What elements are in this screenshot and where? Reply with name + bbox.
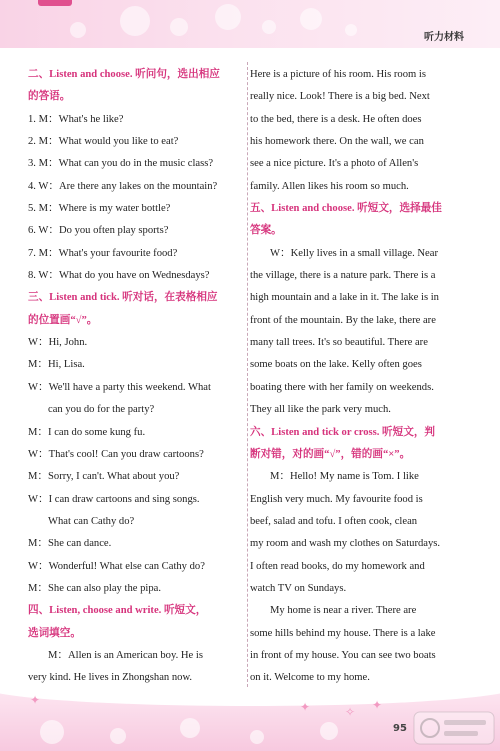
- text-line: W：We'll have a party this weekend. What: [28, 381, 211, 393]
- text-line: 3. M：What can you do in the music class?: [28, 158, 214, 170]
- text-line: his homework there. On the wall, we can: [250, 136, 424, 148]
- text-line: 5. M：Where is my water bottle?: [28, 203, 171, 215]
- decor-dot: [320, 722, 338, 740]
- section-heading: 五、Listen and choose. 听短文，选择最佳: [250, 203, 442, 215]
- page-number: 95: [393, 723, 407, 734]
- section-heading: 六、Listen and tick or cross. 听短文，判: [250, 426, 436, 438]
- column-divider: [247, 62, 248, 687]
- text-line: W：Kelly lives in a small village. Near: [270, 247, 438, 259]
- star-icon: ✦: [372, 698, 383, 712]
- text-line: my room and wash my clothes on Saturdays.: [250, 538, 441, 550]
- text-line: W：That's cool! Can you draw cartoons?: [28, 448, 204, 460]
- decor-dot: [345, 24, 357, 36]
- section-heading: 断对错，对的画“√”，错的画“×”。: [250, 448, 411, 460]
- decor-dot: [40, 720, 64, 744]
- text-line: My home is near a river. There are: [270, 605, 417, 617]
- text-line: front of the mountain. By the lake, there are: [250, 314, 436, 326]
- text-line: M：I can do some kung fu.: [28, 426, 146, 438]
- right-column: [250, 64, 453, 690]
- text-line: boating there with her family on weekends.: [250, 381, 434, 393]
- text-line: watch TV on Sundays.: [250, 582, 347, 594]
- section-heading: 四、Listen, choose and write. 听短文，: [28, 605, 207, 617]
- text-line: see a nice picture. It's a photo of Allen's: [250, 158, 419, 170]
- section-heading: 答案。: [250, 225, 282, 237]
- section-heading: 二、Listen and choose. 听问句，选出相应: [28, 69, 220, 80]
- decor-dot: [300, 8, 322, 30]
- text-line: I often read books, do my homework and: [250, 560, 425, 572]
- text-line: M：Sorry, I can't. What about you?: [28, 471, 180, 483]
- text-line: M：She can also play the pipa.: [28, 582, 161, 594]
- section-heading: 三、Listen and tick. 听对话，在表格相应: [28, 292, 218, 304]
- text-line: They all like the park very much.: [250, 404, 391, 416]
- section-heading: 的位置画“√”。: [28, 314, 98, 326]
- star-icon: ✦: [30, 693, 41, 707]
- star-icon: ✧: [345, 705, 356, 719]
- text-line: to the bed, there is a desk. He often does: [250, 113, 422, 125]
- star-icon: ✦: [300, 700, 311, 714]
- text-line: Here is a picture of his room. His room is: [250, 69, 426, 80]
- text-line: English very much. My favourite food is: [250, 493, 423, 505]
- text-line: 1. M：What's he like?: [28, 113, 124, 125]
- text-line: high mountain and a lake in it. The lake is in: [250, 292, 439, 304]
- text-line: 2. M：What would you like to eat?: [28, 136, 179, 148]
- decor-dot: [215, 4, 241, 30]
- decor-dot: [180, 718, 200, 738]
- text-line: really nice. Look! There is a big bed. Next: [250, 91, 430, 103]
- text-line: W：I can draw cartoons and sing songs.: [28, 493, 200, 505]
- header-accent-mark: [38, 0, 72, 6]
- text-line: many tall trees. It's so beautiful. There are: [250, 337, 428, 349]
- decor-dot: [70, 22, 86, 38]
- text-line: some boats on the lake. Kelly often goes: [250, 359, 422, 371]
- text-line: on it. Welcome to my home.: [250, 672, 370, 684]
- section-label: 听力材料: [424, 32, 464, 43]
- text-line: M：Allen is an American boy. He is: [48, 649, 203, 661]
- text-line: 6. W：Do you often play sports?: [28, 225, 169, 237]
- text-line: W：Wonderful! What else can Cathy do?: [28, 560, 205, 572]
- footer-wave: [0, 690, 500, 706]
- decor-dot: [120, 6, 150, 36]
- text-line: family. Allen likes his room so much.: [250, 180, 409, 192]
- decor-dot: [170, 18, 188, 36]
- text-line: 7. M：What's your favourite food?: [28, 247, 178, 259]
- text-line: M：Hi, Lisa.: [28, 359, 85, 371]
- text-line: very kind. He lives in Zhongshan now.: [28, 672, 193, 684]
- text-line: M：Hello! My name is Tom. I like: [270, 471, 419, 483]
- watermark-logo-icon: [412, 708, 496, 748]
- text-line: M：She can dance.: [28, 538, 112, 550]
- text-line: can you do for the party?: [48, 404, 155, 416]
- text-line: W：Hi, John.: [28, 337, 88, 349]
- text-line: the village, there is a nature park. There is a: [250, 270, 436, 282]
- text-line: 8. W：What do you have on Wednesdays?: [28, 270, 210, 282]
- section-heading: 选词填空。: [28, 627, 81, 639]
- text-line: beef, salad and tofu. I often cook, clean: [250, 515, 418, 527]
- decor-dot: [262, 20, 276, 34]
- left-column: [28, 64, 238, 690]
- text-line: What can Cathy do?: [48, 515, 135, 527]
- decor-dot: [110, 728, 126, 744]
- text-line: 4. W：Are there any lakes on the mountain?: [28, 180, 218, 192]
- text-line: some hills behind my house. There is a lake: [250, 627, 436, 639]
- text-line: in front of my house. You can see two boats: [250, 649, 436, 661]
- section-heading: 的答语。: [28, 91, 71, 103]
- decor-dot: [250, 730, 264, 744]
